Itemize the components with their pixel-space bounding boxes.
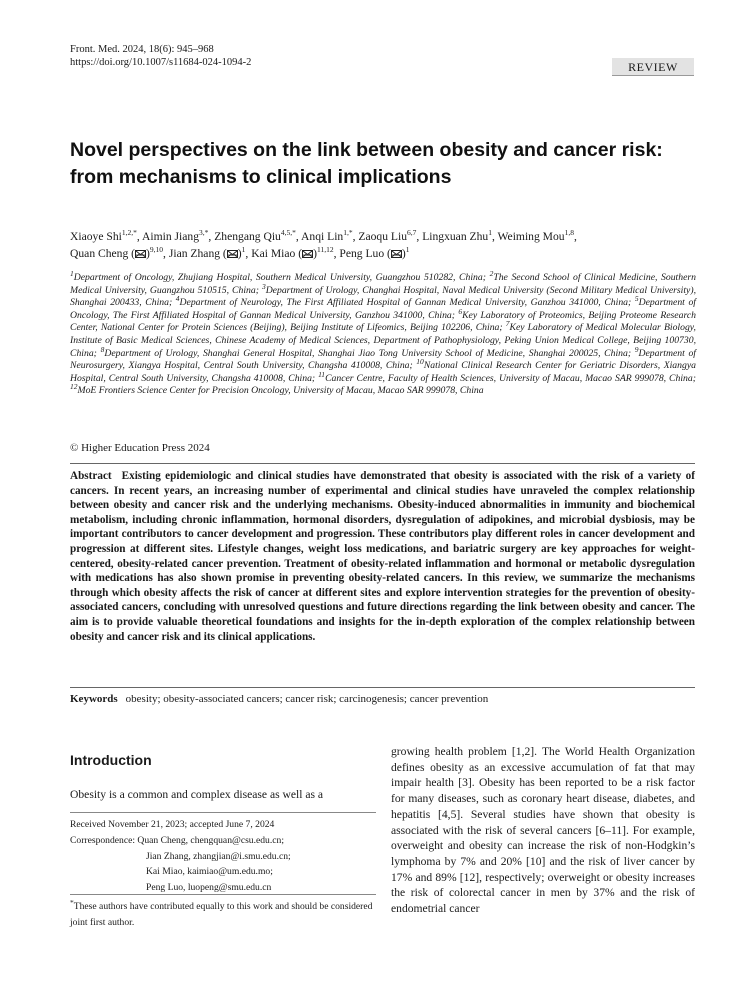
intro-paragraph: Obesity is a common and complex disease as well as a <box>70 788 324 801</box>
author-name: Weiming Mou <box>497 230 565 243</box>
abstract-text: Existing epidemiologic and clinical studies have demonstrated that obesity is associated with the risk of a variety of cancers. In recent years, an increasing number of experimental and clinical studies have unraveled the complex relationship between obesity and cancer risk and the underlying mechanisms. Obesity-induced abnormalities in immunity and biochemical metabolism, including chronic inflammation, hormonal disorders, dysregulation of adipokines, and microbial dysbiosis, may be important contributors to cancer development and progression. These contributors play different roles in cancer development and progression at different sites. Lifestyle changes, weight loss medications, and bariatric surgery are key approaches for weight-centered, obesity-related cancer prevention. Treatment of obesity-related inflammation and hormonal or metabolic dysregulation with medications has also shown promise in preventing obesity-related cancers. In this review, we summarize the mechanisms through which obesity affects the risk of cancer at different sites and explore intervention strategies for the prevention of obesity-associated cancers, concluding with unresolved questions and future directions regarding the link between obesity and cancer. The aim is to provide valuable theoretical foundations and insights for the in-depth exploration of the complex relationship between obesity and cancer risk and its clinical applications. <box>70 470 695 643</box>
author-list: Xiaoye Shi$^{1,2,*}$, Aimin Jiang$^{3,*}$, Zhengang Qiu$^{4,5,*}$, Anqi Lin$^{1,*}$, Zaoqu Liu$^{6,7}$, Lingxuan Zhu$^1$, Weiming Mou$^{1,8}$, Quan Cheng ( )$^{9,10}$, Jian Zhang ( )$^1$, Kai Miao ( )$^{11,12}$, Peng Luo ( )$^1$ <box>70 228 577 260</box>
affiliation-number: 1 <box>70 268 74 278</box>
article-title: Novel perspectives on the link between obesity and cancer risk: from mechanisms to clinical implications <box>70 139 663 188</box>
section-heading: Introduction <box>70 752 152 768</box>
journal-citation: Front. Med. 2024, 18(6): 945–968 <box>70 44 214 55</box>
author-affiliation-sup: 1,2,* <box>121 228 137 238</box>
affiliation-text: MoE Frontiers Science Center for Precision Oncology, University of Macau, Macao SAR 999078, China <box>77 385 484 397</box>
divider <box>70 812 376 813</box>
affiliations <box>70 268 697 398</box>
email-icon[interactable] <box>135 250 146 258</box>
article-meta <box>70 817 291 896</box>
affiliation-text: Cancer Centre, Faculty of Health Sciences, University of Macau, Macao SAR 999078, China; <box>325 372 696 384</box>
affiliation-text: Department of Oncology, The First Affiliated Hospital of Gannan Medical University, Ganzhou 341000, China; <box>70 297 697 321</box>
author-affiliation-sup: 1,8 <box>564 228 574 238</box>
author-name: Xiaoye Shi <box>70 230 122 243</box>
keywords-label: Keywords <box>70 693 118 705</box>
keywords-text: obesity; obesity-associated cancers; cancer risk; carcinogenesis; cancer prevention <box>125 693 489 705</box>
email-icon[interactable] <box>302 250 313 258</box>
affiliation-number: 9 <box>634 344 639 354</box>
affiliation-number: 5 <box>634 293 639 303</box>
affiliation-number: 10 <box>416 356 424 366</box>
affiliation-number: 4 <box>175 293 180 303</box>
abstract <box>70 469 695 644</box>
divider <box>70 687 695 688</box>
affiliation-number: 11 <box>318 369 326 379</box>
copyright: © Higher Education Press 2024 <box>70 442 210 454</box>
author-name: Zhengang Qiu <box>214 230 281 243</box>
email-icon[interactable] <box>227 250 238 258</box>
footnote-text: These authors have contributed equally to this work and should be considered joint first author. <box>70 901 373 928</box>
divider <box>70 463 695 464</box>
author-affiliation-sup: 9,10 <box>149 245 164 255</box>
affiliation-number: 3 <box>261 281 266 291</box>
author-name: Peng Luo ( <box>339 247 391 260</box>
keywords <box>70 693 488 705</box>
author-affiliation-sup: 1 <box>488 228 492 238</box>
author-affiliation-sup: 1,* <box>343 228 353 238</box>
correspondence-entry: Quan Cheng, chengquan@csu.edu.cn; <box>137 834 284 846</box>
email-icon[interactable] <box>391 250 402 258</box>
divider <box>70 894 376 895</box>
footnote-mark: * <box>70 897 74 907</box>
author-affiliation-sup: 4,5,* <box>280 228 296 238</box>
author-name: Lingxuan Zhu <box>422 230 489 243</box>
author-name: Aimin Jiang <box>142 230 200 243</box>
author-affiliation-sup: 1 <box>241 245 246 255</box>
affiliation-text: Key Laboratory of Medical Molecular Biology, Institute of Basic Medical Sciences, Chinese Academy of Medical Sciences, Department of Pathophysiology, Peking Union Medical College, Beijing 100730, China; <box>70 322 696 359</box>
affiliation-text: Department of Urology, Shanghai General Hospital, Shanghai Jiao Tong University School of Medicine, Shanghai 200025, China; <box>104 347 635 359</box>
affiliation-number: 7 <box>505 319 510 329</box>
affiliation-number: 2 <box>489 268 494 278</box>
author-name: Quan Cheng ( <box>70 247 136 260</box>
author-name: Jian Zhang ( <box>168 247 227 260</box>
received-dates: Received November 21, 2023; accepted June 7, 2024 <box>70 819 275 830</box>
author-name: Kai Miao ( <box>251 247 303 260</box>
doi-link[interactable]: https://doi.org/10.1007/s11684-024-1094-2 <box>70 57 252 68</box>
intro-paragraph-col2: growing health problem [1,2]. The World Health Organization defines obesity as an excessive accumulation of fat that may impair health [3]. Obesity has been reported to be a risk factor for many diseases, such as coronary heart disease, diabetes, and hepatitis [4,5]. Several studies have shown that obesity is associated with the risk of several cancers [6–11]. For example, overweight and obesity can increase the risk of non-Hodgkin’s lymphoma by 7% and 20% [10] and the risk of liver cancer by 17% and 89% [12], respectively; overweight or obesity increases the risk of colorectal cancer in men by 37% and the risk of endometrial cancer <box>391 745 695 916</box>
author-name: Zaoqu Liu <box>358 230 408 243</box>
affiliation-text: Department of Urology, Changhai Hospital, Naval Medical University (Second Military Medical University), Shanghai 200433, China; <box>70 284 696 309</box>
affiliation-text: Department of Neurosurgery, Xiangya Hospital, Central South University, Changsha 410008, China; <box>70 347 696 372</box>
footnote <box>70 899 376 930</box>
affiliation-number: 8 <box>100 344 105 354</box>
affiliation-text: Department of Neurology, The First Affiliated Hospital of Gannan Medical University, Ganzhou 341000, China; <box>179 297 635 309</box>
correspondence-label: Correspondence: <box>70 834 138 846</box>
abstract-label: Abstract <box>70 470 112 482</box>
journal-header <box>70 43 251 69</box>
author-affiliation-sup: 1 <box>405 245 410 255</box>
affiliation-number: 12 <box>70 382 78 392</box>
affiliation-text: Department of Oncology, Zhujiang Hospital, Southern Medical University, Guangzhou 510282, China; <box>73 272 490 283</box>
affiliation-text: National Clinical Research Center for Geriatric Disorders, Xiangya Hospital, Central South University, Changsha 410008, China; <box>70 360 696 384</box>
author-affiliation-sup: 3,* <box>199 228 209 238</box>
affiliation-text: The Second School of Clinical Medicine, Southern Medical University, Guangzhou 510515, China; <box>70 272 696 296</box>
author-affiliation-sup: 6,7 <box>407 228 417 238</box>
affiliation-number: 6 <box>458 306 463 316</box>
correspondence-entry: Kai Miao, kaimiao@um.edu.mo; <box>146 866 273 878</box>
correspondence-entry: Peng Luo, luopeng@smu.edu.cn <box>146 882 272 894</box>
correspondence-entry: Jian Zhang, zhangjian@i.smu.edu.cn; <box>146 850 291 862</box>
article-type-badge: REVIEW <box>612 58 694 76</box>
author-name: Anqi Lin <box>301 230 344 243</box>
author-affiliation-sup: 11,12 <box>316 245 334 255</box>
affiliation-text: Key Laboratory of Proteomics, Beijing Proteome Research Center, National Center for Protein Sciences (Beijing), Beijing Institute of Lifeomics, Beijing 102206, China; <box>70 309 697 334</box>
